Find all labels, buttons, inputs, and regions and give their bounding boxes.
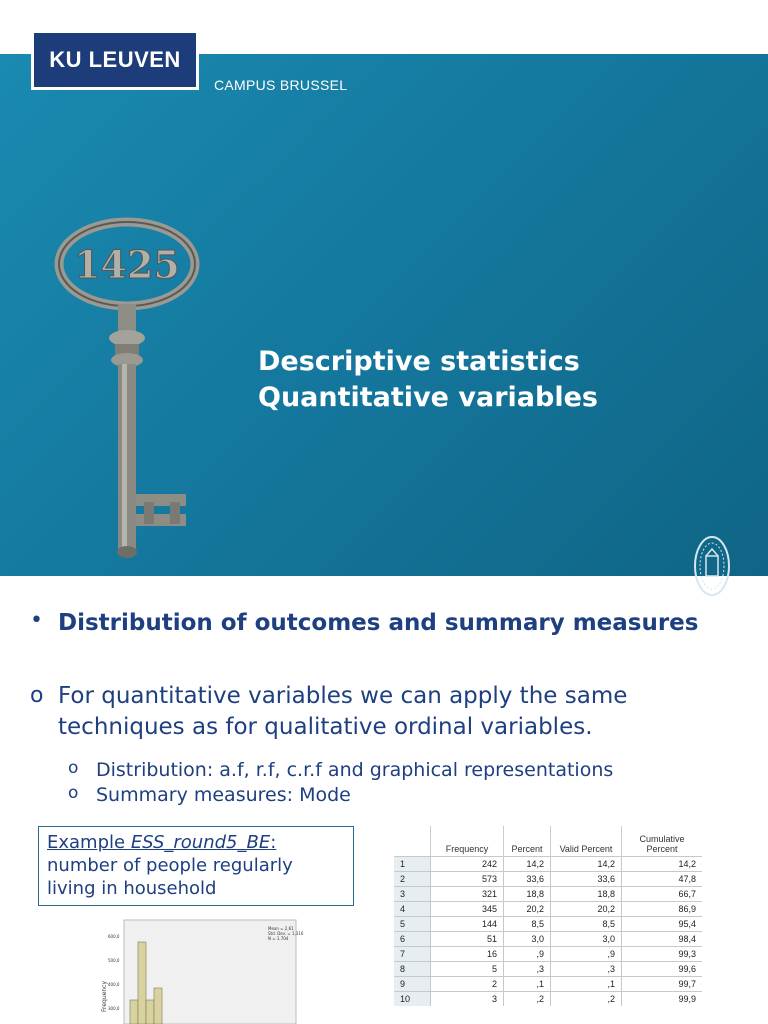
row-label: 10 xyxy=(394,992,431,1007)
table-row xyxy=(394,992,702,1007)
table-cell: 5 xyxy=(431,962,504,977)
title-line-1: Descriptive statistics xyxy=(258,346,580,377)
y-tick: 400,0 xyxy=(108,982,120,987)
table-cell: 98,4 xyxy=(622,932,703,947)
table-cell: 99,3 xyxy=(622,947,703,962)
table-cell: 33,6 xyxy=(504,872,551,887)
histogram-bar xyxy=(138,942,146,1024)
row-label: 7 xyxy=(394,947,431,962)
table-cell: 321 xyxy=(431,887,504,902)
bullet-o-icon: o xyxy=(68,758,79,778)
row-label: 9 xyxy=(394,977,431,992)
y-tick: 600,0 xyxy=(108,934,120,939)
histogram-chart xyxy=(96,916,326,1024)
table-cell: 18,8 xyxy=(504,887,551,902)
university-seal-icon xyxy=(692,534,732,598)
table-row xyxy=(394,887,702,902)
bullet-text: For quantitative variables we can apply the same techniques as for qualitative ordinal variables. xyxy=(58,683,628,740)
row-label: 4 xyxy=(394,902,431,917)
table-cell: 573 xyxy=(431,872,504,887)
table-cell: 20,2 xyxy=(504,902,551,917)
sub-bullet-distribution xyxy=(68,758,748,782)
column-header: Percent xyxy=(504,826,551,857)
table-cell: 16 xyxy=(431,947,504,962)
table-cell: 95,4 xyxy=(622,917,703,932)
sub-bullet-text: Summary measures: Mode xyxy=(96,784,351,806)
table-cell: 99,6 xyxy=(622,962,703,977)
table-cell: 47,8 xyxy=(622,872,703,887)
table-cell: 86,9 xyxy=(622,902,703,917)
row-label: 1 xyxy=(394,857,431,872)
table-row xyxy=(394,902,702,917)
row-label: 3 xyxy=(394,887,431,902)
table-cell: 3 xyxy=(431,992,504,1007)
logo-text: KU LEUVEN xyxy=(49,47,181,72)
table-cell: 8,5 xyxy=(551,917,622,932)
dataset-name: ESS_round5_BE xyxy=(130,832,271,853)
ku-leuven-logo xyxy=(31,30,199,90)
table-cell: 14,2 xyxy=(622,857,703,872)
slide-title xyxy=(258,344,598,416)
table-cell: 345 xyxy=(431,902,504,917)
bullet-distribution xyxy=(30,608,730,639)
column-header xyxy=(394,826,431,857)
table-cell: 144 xyxy=(431,917,504,932)
table-cell: ,2 xyxy=(504,992,551,1007)
table-cell: 99,9 xyxy=(622,992,703,1007)
table-cell: ,3 xyxy=(551,962,622,977)
table-cell: 14,2 xyxy=(551,857,622,872)
table-cell: 2 xyxy=(431,977,504,992)
row-label: 8 xyxy=(394,962,431,977)
y-tick: 300,0 xyxy=(108,1006,120,1011)
row-label: 2 xyxy=(394,872,431,887)
table-cell: 33,6 xyxy=(551,872,622,887)
table-row xyxy=(394,962,702,977)
table-cell: ,1 xyxy=(551,977,622,992)
table-row xyxy=(394,947,702,962)
campus-label: CAMPUS BRUSSEL xyxy=(214,77,348,93)
table-cell: ,9 xyxy=(504,947,551,962)
table-cell: 18,8 xyxy=(551,887,622,902)
key-engraving: 1425 xyxy=(74,242,180,287)
table-cell: 20,2 xyxy=(551,902,622,917)
column-header: Cumulative Percent xyxy=(622,826,703,857)
histogram-bar xyxy=(154,988,162,1024)
table-cell: ,2 xyxy=(551,992,622,1007)
bullet-o-icon: o xyxy=(30,683,44,708)
table-cell: 66,7 xyxy=(622,887,703,902)
example-label: Example ESS_round5_BE: xyxy=(47,832,277,853)
title-line-2: Quantitative variables xyxy=(258,382,598,413)
histogram-ylabel: Frequency xyxy=(101,981,108,1012)
row-label: 5 xyxy=(394,917,431,932)
table-cell: ,3 xyxy=(504,962,551,977)
table-row xyxy=(394,932,702,947)
table-cell: ,1 xyxy=(504,977,551,992)
column-header: Valid Percent xyxy=(551,826,622,857)
table-cell: 99,7 xyxy=(622,977,703,992)
bullet-o-icon: o xyxy=(68,783,79,803)
table-cell: 3,0 xyxy=(504,932,551,947)
title-banner xyxy=(0,54,768,576)
key-image xyxy=(52,212,202,562)
histogram-stat: N = 1.704 xyxy=(268,936,289,941)
table-cell: ,9 xyxy=(551,947,622,962)
histogram-stat: Mean = 2,61 xyxy=(268,926,294,931)
table-cell: 3,0 xyxy=(551,932,622,947)
table-cell: 14,2 xyxy=(504,857,551,872)
histogram-bar xyxy=(146,1000,154,1024)
example-box xyxy=(38,826,354,906)
histogram-stat: Std. Dev. = 1,316 xyxy=(268,931,304,936)
sub-bullet-text: Distribution: a.f, r.f, c.r.f and graphical representations xyxy=(96,759,614,781)
table-row xyxy=(394,977,702,992)
column-header: Frequency xyxy=(431,826,504,857)
table-row xyxy=(394,872,702,887)
table-cell: 8,5 xyxy=(504,917,551,932)
table-row xyxy=(394,857,702,872)
table-cell: 242 xyxy=(431,857,504,872)
row-label: 6 xyxy=(394,932,431,947)
bullet-text: Distribution of outcomes and summary measures xyxy=(58,610,699,636)
table-header-row xyxy=(394,826,702,857)
bullet-dot-icon: • xyxy=(30,608,43,633)
example-description: number of people regularly living in household xyxy=(47,855,293,899)
histogram-bar xyxy=(130,1000,138,1024)
table-row xyxy=(394,917,702,932)
bullet-quantitative xyxy=(30,681,740,743)
y-tick: 500,0 xyxy=(108,958,120,963)
sub-bullet-summary xyxy=(68,783,748,807)
table-cell: 51 xyxy=(431,932,504,947)
frequency-table xyxy=(394,826,702,1006)
